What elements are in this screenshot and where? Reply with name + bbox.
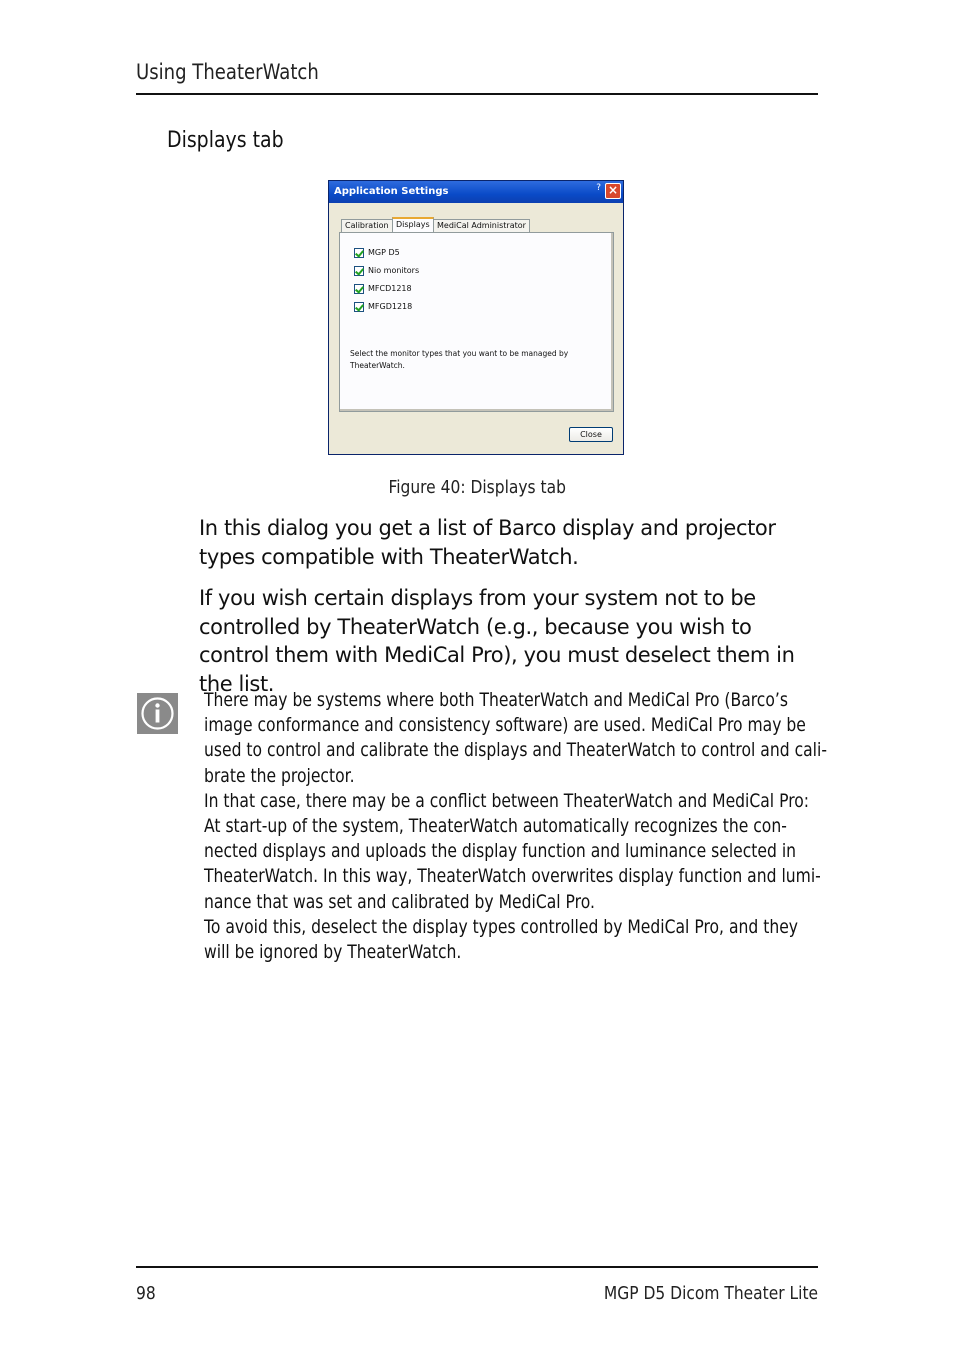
checkbox-mfcd1218[interactable] (354, 283, 412, 295)
header-rule (136, 93, 818, 95)
dialog-title: Application Settings (334, 186, 449, 197)
note-line: nance that was set and calibrated by MediCal Pro. (204, 890, 595, 913)
note-line: nected displays and uploads the display function and luminance selected in (204, 840, 797, 863)
page-number (136, 1283, 159, 1304)
note-line: At start-up of the system, TheaterWatch automatically recognizes the con- (204, 815, 787, 838)
document-title (569, 1283, 818, 1304)
help-icon[interactable]: ? (596, 183, 601, 193)
checkbox-mfgd1218[interactable] (354, 301, 412, 313)
note-line: In that case, there may be a conflict between TheaterWatch and MediCal Pro: (204, 789, 810, 812)
checkbox-label: MGP D5 (368, 248, 400, 257)
checkbox-label: MFCD1218 (368, 284, 412, 293)
tab-displays[interactable]: Displays (392, 217, 434, 233)
footer-rule (136, 1266, 818, 1268)
checkbox-checked-icon[interactable] (354, 248, 364, 258)
checkbox-label: Nio monitors (368, 266, 420, 275)
body-paragraph-2: If you wish certain displays from your system not to be controlled by TheaterWatch (e.g., because you wish to control them with MediCal Pro), you must deselect them in the list. (199, 586, 795, 696)
tab-medical-administrator[interactable]: MediCal Administrator (433, 219, 530, 233)
section-title: Displays tab (167, 128, 284, 153)
note-line: TheaterWatch. In this way, TheaterWatch overwrites display function and lumi- (204, 865, 821, 888)
info-icon (137, 693, 178, 734)
checkbox-label: MFGD1218 (368, 302, 413, 311)
note-line: will be ignored by TheaterWatch. (204, 941, 462, 964)
info-note (204, 688, 827, 965)
page-number-text: 98 (136, 1283, 156, 1304)
close-button[interactable]: Close (569, 427, 613, 442)
document-title-text: MGP D5 Dicom Theater Lite (603, 1283, 818, 1304)
checkbox-mgp-d5[interactable] (354, 247, 400, 259)
body-paragraph-1: In this dialog you get a list of Barco display and projector types compatible with TheaterWatch. (199, 516, 776, 569)
note-line: To avoid this, deselect the display types controlled by MediCal Pro, and they (204, 915, 799, 938)
displays-panel (339, 232, 614, 412)
running-header: Using TheaterWatch (136, 60, 319, 84)
close-icon[interactable]: × (605, 183, 621, 199)
note-line: image conformance and consistency software) are used. MediCal Pro may be (204, 714, 806, 737)
checkbox-checked-icon[interactable] (354, 284, 364, 294)
panel-hint-text (350, 348, 580, 372)
checkbox-nio-monitors[interactable] (354, 265, 419, 277)
hint-line: TheaterWatch. (350, 361, 405, 370)
checkbox-checked-icon[interactable] (354, 302, 364, 312)
figure-caption-text: Figure 40: Displays tab (388, 477, 566, 498)
dialog-titlebar (329, 181, 623, 203)
note-line: used to control and calibrate the displays and TheaterWatch to control and cali- (204, 739, 827, 762)
note-line: There may be systems where both TheaterWatch and MediCal Pro (Barco’s (204, 689, 788, 711)
figure-caption (0, 477, 954, 498)
note-line: brate the projector. (204, 764, 355, 787)
checkbox-checked-icon[interactable] (354, 266, 364, 276)
application-settings-dialog (328, 180, 624, 455)
tab-calibration[interactable]: Calibration (341, 219, 393, 233)
hint-line: Select the monitor types that you want to be managed by (350, 349, 569, 358)
